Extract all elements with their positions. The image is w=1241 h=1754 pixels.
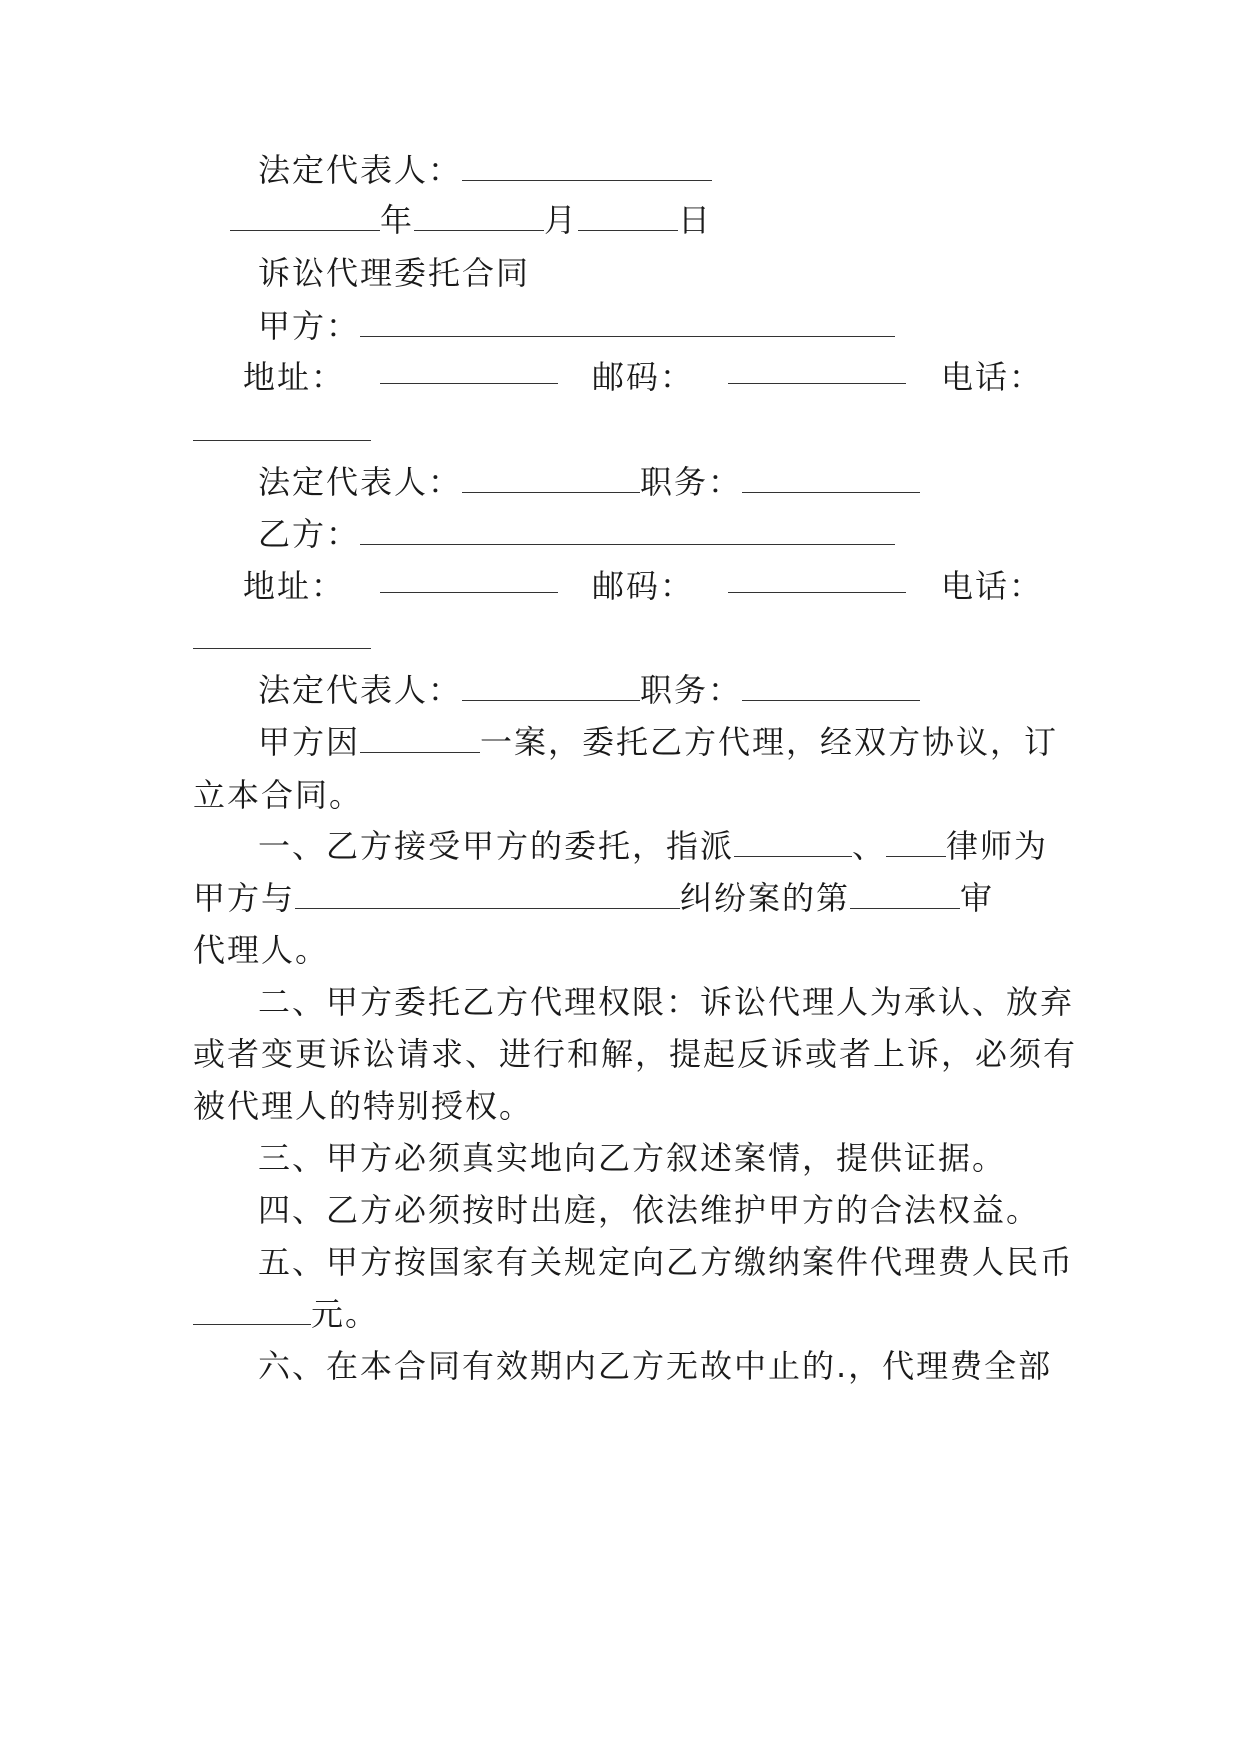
party-a-contact-line [243, 357, 1043, 397]
postcode-blank [728, 566, 906, 593]
preamble-line-2: 立本合同。 [193, 776, 364, 814]
clause-6-line-1: 六、在本合同有效期内乙方无故中止的.，代理费全部 [258, 1347, 1053, 1385]
year-blank [230, 204, 380, 231]
job-title-blank [742, 674, 920, 701]
party-a-line [258, 306, 1053, 346]
address-blank [380, 566, 558, 593]
clause-4: 四、乙方必须按时出庭，依法维护甲方的合法权益。 [258, 1191, 1041, 1229]
clause-2-line-2: 或者变更诉讼请求、进行和解，提起反诉或者上诉，必须有 [193, 1035, 1078, 1073]
instance-blank [850, 882, 960, 909]
party-b-blank [360, 518, 895, 545]
preamble-text-cont: 一案，委托乙方代理，经双方协议，订 [480, 723, 1059, 761]
clause-5-line-1: 五、甲方按国家有关规定向乙方缴纳案件代理费人民币 [258, 1243, 1075, 1281]
lawyer-2-blank [886, 830, 946, 857]
clause-5-yuan: 元。 [311, 1295, 380, 1333]
phone-label: 电话： [940, 567, 1043, 605]
clause-1-line-2 [193, 878, 1053, 918]
dispute-blank [295, 882, 680, 909]
clause-3: 三、甲方必须真实地向乙方叙述案情，提供证据。 [258, 1139, 1007, 1177]
party-b-rep-line [258, 670, 1053, 710]
fee-blank [193, 1298, 311, 1325]
day-label: 日 [678, 201, 713, 239]
job-title-label: 职务： [640, 463, 743, 501]
clause-1-sep: 、 [852, 827, 887, 865]
party-b-contact-line [243, 566, 1043, 606]
job-title-label: 职务： [640, 671, 743, 709]
phone-blank [193, 414, 371, 441]
party-b-label: 乙方： [258, 515, 361, 553]
year-label: 年 [380, 201, 415, 239]
legal-rep-label: 法定代表人： [258, 151, 463, 189]
contract-title: 诉讼代理委托合同 [258, 254, 531, 292]
clause-1-line-1 [258, 826, 1053, 866]
date-line [230, 200, 1025, 240]
lawyer-1-blank [734, 830, 852, 857]
preamble-text: 甲方因 [258, 723, 361, 761]
legal-rep-label: 法定代表人： [258, 463, 463, 501]
clause-5-line-2 [193, 1294, 1053, 1334]
phone-label: 电话： [940, 358, 1043, 396]
party-b-line [258, 514, 1053, 554]
month-blank [414, 204, 544, 231]
preamble-line-1 [258, 722, 1059, 762]
clause-1-line-3: 代理人。 [193, 931, 330, 969]
address-label: 地址： [243, 358, 346, 396]
party-a-rep-line [258, 462, 1053, 502]
party-b-phone-continuation [193, 618, 1053, 658]
postcode-blank [728, 357, 906, 384]
address-label: 地址： [243, 567, 346, 605]
clause-1-text-2: 甲方与 [193, 879, 296, 917]
job-title-blank [742, 466, 920, 493]
legal-rep-blank [462, 466, 640, 493]
legal-rep-line-top [258, 150, 1053, 190]
party-a-phone-continuation [193, 410, 1053, 450]
phone-blank [193, 622, 371, 649]
party-a-blank [360, 310, 895, 337]
day-blank [578, 204, 678, 231]
address-blank [380, 357, 558, 384]
clause-2-line-1: 二、甲方委托乙方代理权限：诉讼代理人为承认、放弃 [258, 983, 1075, 1021]
legal-rep-blank [462, 154, 712, 181]
clause-2-line-3: 被代理人的特别授权。 [193, 1087, 534, 1125]
clause-1-text-cont: 律师为 [946, 827, 1049, 865]
clause-1-text-4: 审 [960, 879, 995, 917]
legal-rep-label: 法定代表人： [258, 671, 463, 709]
postcode-label: 邮码： [591, 358, 694, 396]
month-label: 月 [544, 201, 579, 239]
party-a-label: 甲方： [258, 307, 361, 345]
case-blank [360, 726, 480, 753]
clause-1-text: 一、乙方接受甲方的委托，指派 [258, 827, 735, 865]
legal-rep-blank [462, 674, 640, 701]
clause-1-text-3: 纠纷案的第 [680, 879, 851, 917]
postcode-label: 邮码： [591, 567, 694, 605]
